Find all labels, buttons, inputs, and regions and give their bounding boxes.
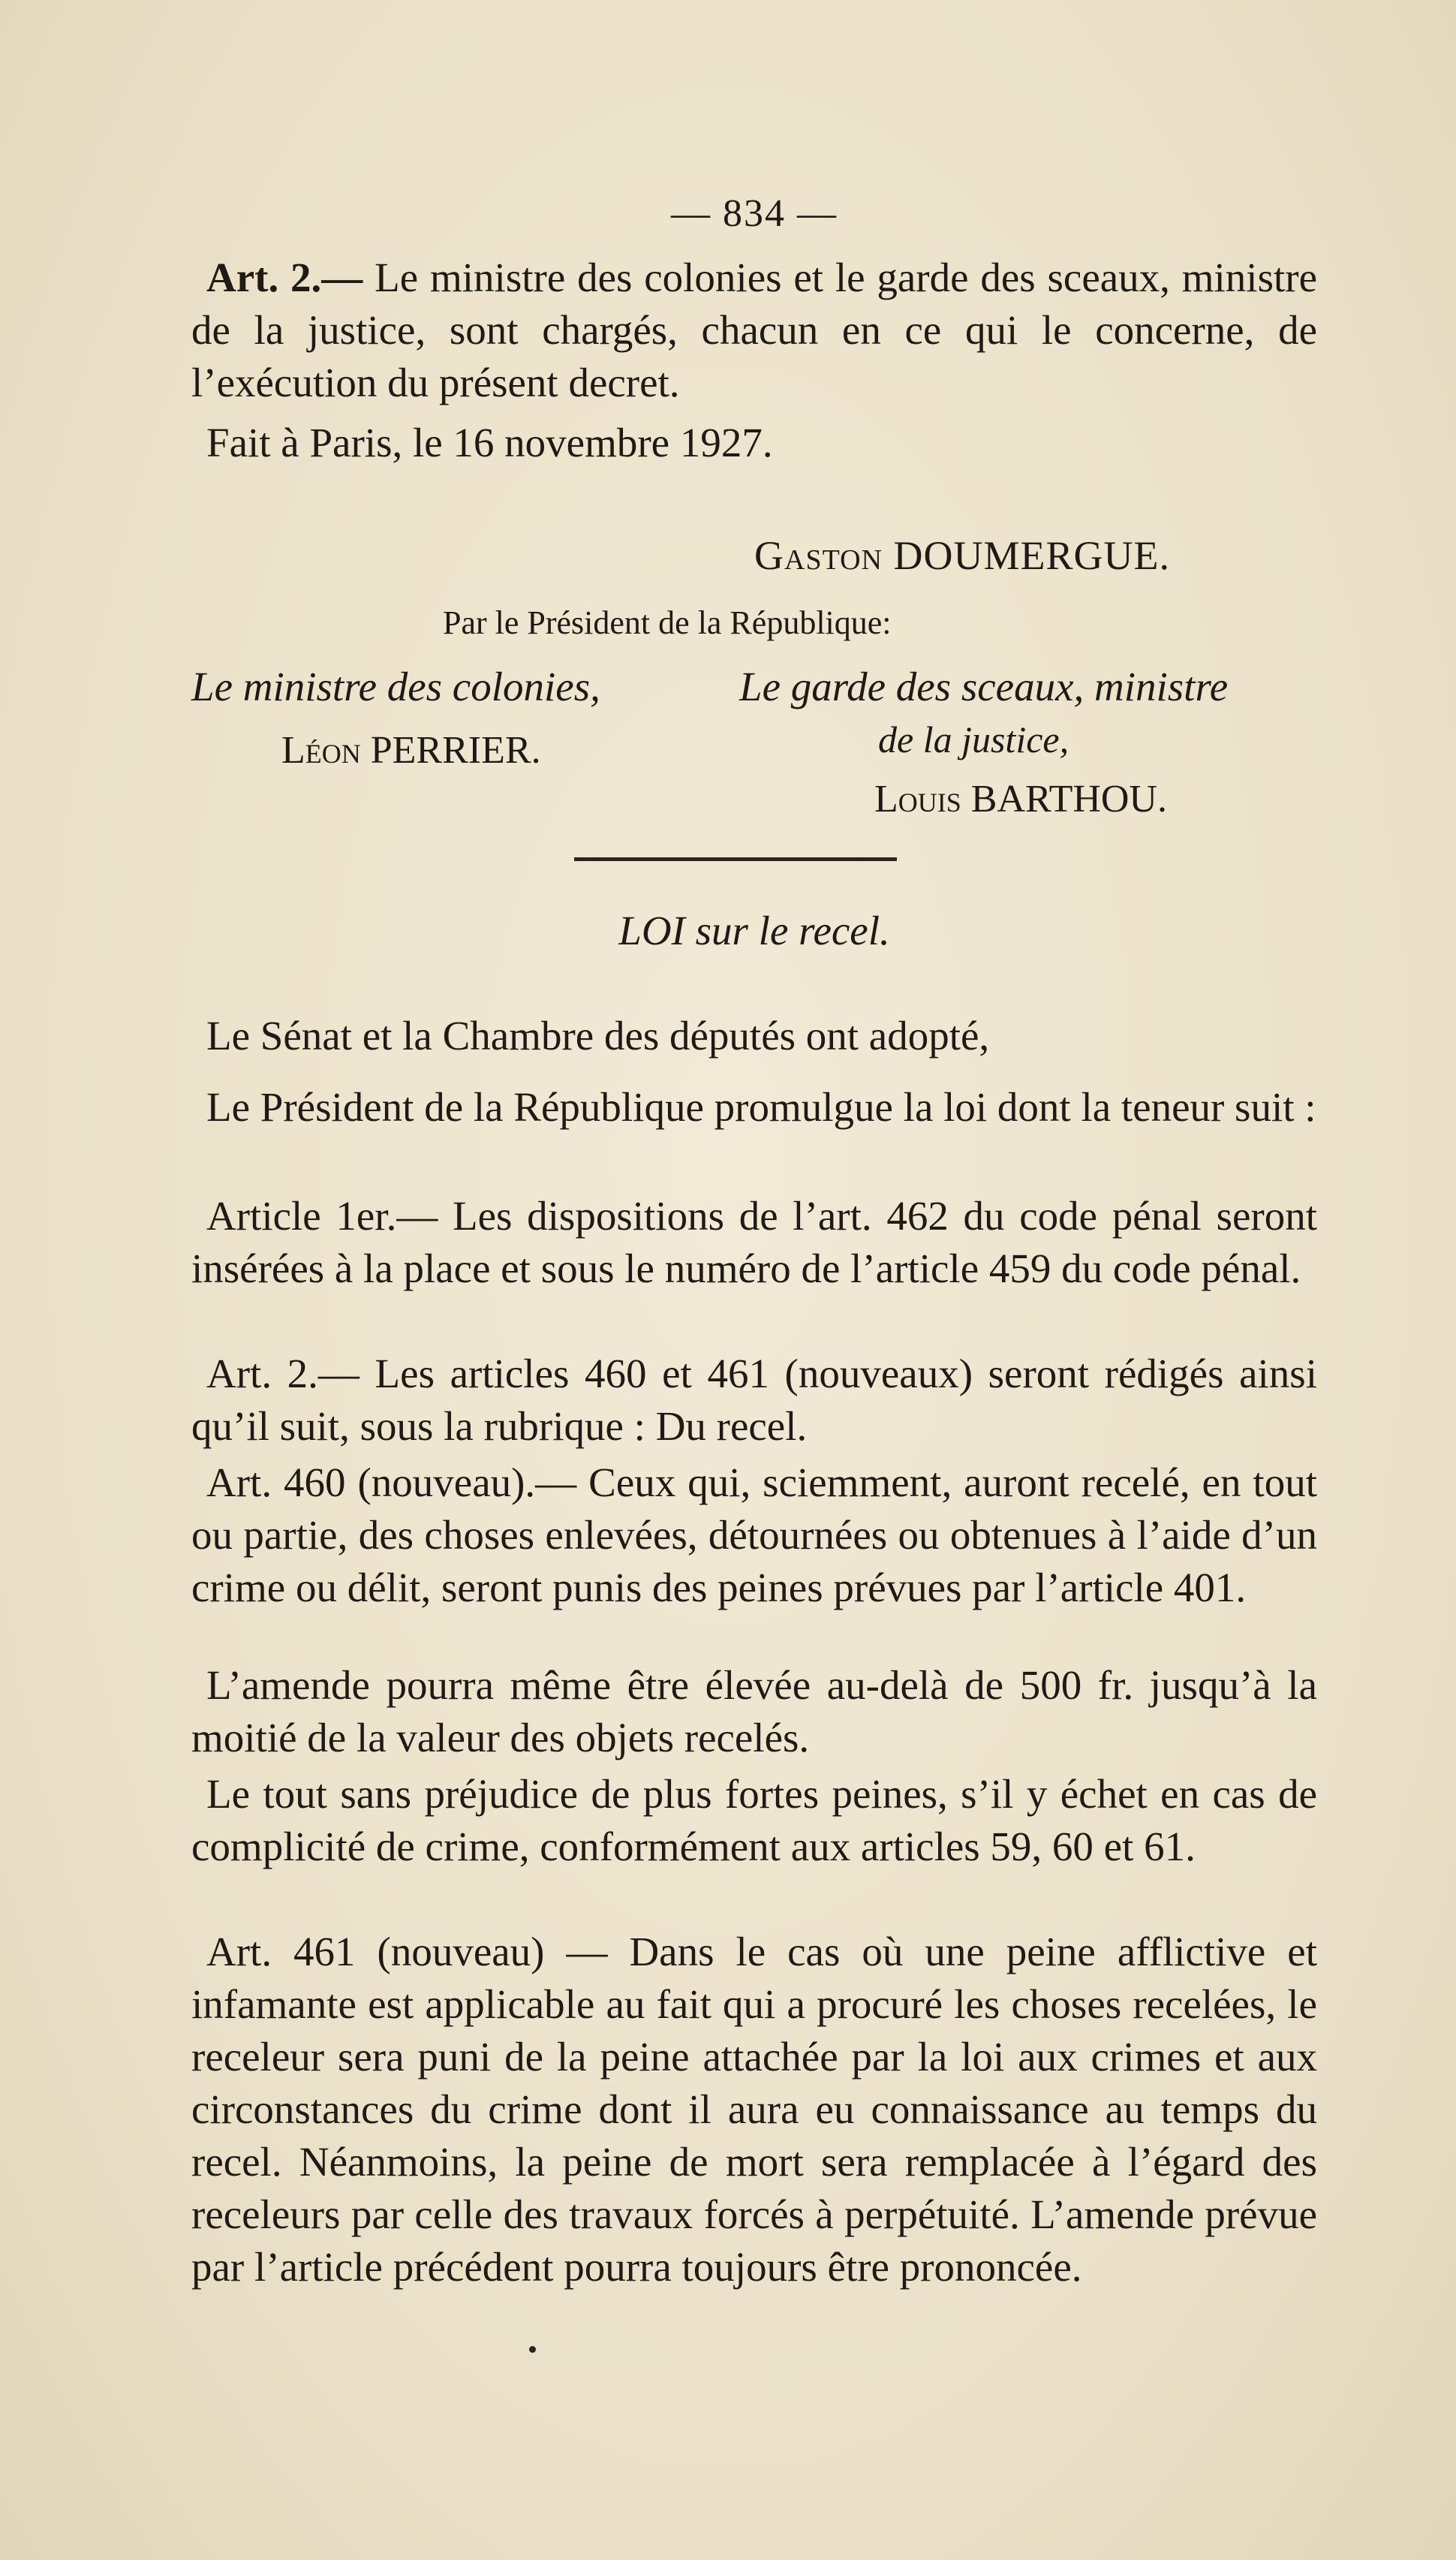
document-page [191, 0, 1317, 2560]
law-article-1: Article 1er.— Les dispositions de l’art. 462 du code pénal seront insérées à la place et sous le numéro de l’article 459 du code pénal. [191, 1193, 1317, 1291]
law-article-2: Art. 2.— Les articles 460 et 461 (nouveaux) seront rédigés ainsi qu’il suit, sous la rubrique : Du recel. [191, 1351, 1317, 1449]
colonies-minister-name: Léon PERRIER. [281, 729, 541, 772]
by-president-line: Par le Président de la République: [443, 604, 892, 641]
page-number: — 834 — [671, 192, 838, 235]
law-article-461: Art. 461 (nouveau) — Dans le cas où une peine afflictive et infamante est applicable au fait qui a procuré les choses recelées, le receleur sera puni de la peine attachée par la loi aux crimes et aux circonstances du crime dont il aura eu connaissance au temps du recel. Néanmoins, la peine de mort sera remplacée à l’égard des receleurs par celle des travaux forcés à perpétuité. L’amende prévue par l’article précédent pourra toujours être prononcée. [191, 1929, 1317, 2290]
colonies-minister-title: Le ministre des colonies, [191, 664, 600, 709]
done-at-line: Fait à Paris, le 16 novembre 1927. [206, 420, 773, 465]
decree-article-2-lead: Art. 2.— [206, 254, 363, 300]
law-article-460: Art. 460 (nouveau).— Ceux qui, sciemment, auront recelé, en tout ou partie, des choses enlevées, détournées ou obtenues à l’aide d’un crime ou délit, seront punis des peines prévues par l’article 401. [191, 1459, 1317, 1610]
end-dot [529, 2346, 536, 2353]
decree-article-2-text: Le ministre des colonies et le garde des sceaux, ministre de la justice, sont chargés, chacun en ce qui le concerne, de l’exécution du présent decret. [191, 254, 1317, 405]
section-divider [574, 857, 897, 861]
law-title: LOI sur le recel. [618, 908, 890, 953]
president-signature: Gaston DOUMERGUE. [754, 533, 1170, 578]
decree-article-2 [191, 251, 1317, 409]
justice-minister-name: Louis BARTHOU. [874, 778, 1167, 821]
law-complicity-paragraph: Le tout sans préjudice de plus fortes peines, s’il y échet en cas de complicité de crime, conformément aux articles 59, 60 et 61. [191, 1771, 1317, 1869]
law-paragraph-1: Le Sénat et la Chambre des députés ont adopté, [206, 1013, 990, 1059]
law-amende-paragraph: L’amende pourra même être élevée au-delà de 500 fr. jusqu’à la moitié de la valeur des objets recelés. [191, 1662, 1317, 1760]
justice-minister-title: Le garde des sceaux, ministre [739, 664, 1229, 709]
law-paragraph-2: Le Président de la République promulgue la loi dont la teneur suit : [206, 1084, 1316, 1130]
justice-minister-title-2: de la justice, [878, 718, 1069, 760]
